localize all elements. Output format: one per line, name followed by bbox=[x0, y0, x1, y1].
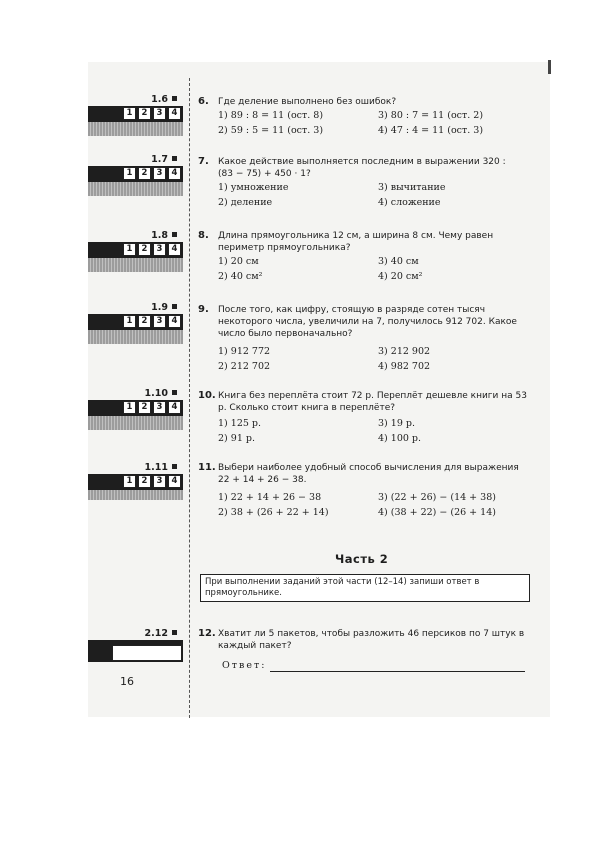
question-text: Где деление выполнено без ошибок? bbox=[218, 97, 397, 107]
choice-box-4[interactable]: 4 bbox=[168, 107, 181, 120]
option: 1) 125 р. bbox=[218, 418, 262, 429]
option: 1) 20 см bbox=[218, 256, 259, 267]
choice-box-2[interactable]: 2 bbox=[138, 315, 151, 328]
cut-line bbox=[189, 78, 190, 718]
choice-box-1[interactable]: 1 bbox=[123, 475, 136, 488]
choice-box-2[interactable]: 2 bbox=[138, 167, 151, 180]
question-10 bbox=[198, 390, 533, 445]
choice-box-3[interactable]: 3 bbox=[153, 315, 166, 328]
answer-block-label: 1.9 bbox=[151, 302, 168, 313]
answer-options bbox=[218, 346, 533, 373]
choice-box-2[interactable]: 2 bbox=[138, 401, 151, 414]
choice-box-1[interactable]: 1 bbox=[123, 315, 136, 328]
choice-box-2[interactable]: 2 bbox=[138, 107, 151, 120]
option: 4) 982 702 bbox=[378, 361, 431, 372]
question-text: Какое действие выполняется последним в выражении 320 : (83 − 75) + 450 · 1? bbox=[218, 157, 506, 179]
answer-label: Ответ: bbox=[222, 660, 267, 671]
question-text: Длина прямоугольника 12 см, а ширина 8 см. Чему равен периметр прямоугольника? bbox=[218, 231, 494, 253]
question-text: Книга без переплёта стоит 72 р. Переплёт дешевле книги на 53 р. Сколько стоит книга в переплёте? bbox=[218, 391, 527, 413]
answer-write-line[interactable] bbox=[270, 671, 525, 672]
question-number: 6. bbox=[198, 96, 209, 107]
option: 4) 20 см² bbox=[378, 271, 423, 282]
choice-box-4[interactable]: 4 bbox=[168, 167, 181, 180]
answer-choice-boxes bbox=[123, 167, 181, 180]
answer-input-box[interactable] bbox=[112, 645, 182, 661]
option: 3) 212 902 bbox=[378, 346, 431, 357]
option: 2) 38 + (26 + 22 + 14) bbox=[218, 507, 329, 518]
choice-box-4[interactable]: 4 bbox=[168, 315, 181, 328]
option: 1) 89 : 8 = 11 (ост. 8) bbox=[218, 110, 324, 121]
question-6 bbox=[198, 96, 533, 137]
choice-box-1[interactable]: 1 bbox=[123, 107, 136, 120]
question-number: 10. bbox=[198, 390, 216, 401]
option: 2) 59 : 5 = 11 (ост. 3) bbox=[218, 125, 324, 136]
answer-choice-boxes bbox=[123, 475, 181, 488]
choice-box-2[interactable]: 2 bbox=[138, 243, 151, 256]
option: 4) сложение bbox=[378, 197, 441, 208]
question-text: Выбери наиболее удобный способ вычисления для выражения 22 + 14 + 26 − 38. bbox=[218, 463, 519, 485]
answer-block-label: 1.10 bbox=[144, 388, 168, 399]
page-number: 16 bbox=[120, 675, 134, 688]
answer-choice-boxes bbox=[123, 243, 181, 256]
question-number: 8. bbox=[198, 230, 209, 241]
choice-box-4[interactable]: 4 bbox=[168, 243, 181, 256]
option: 1) 912 772 bbox=[218, 346, 271, 357]
answer-options bbox=[218, 182, 533, 209]
option: 3) 40 см bbox=[378, 256, 419, 267]
option: 3) (22 + 26) − (14 + 38) bbox=[378, 492, 496, 503]
part-2-title: Часть 2 bbox=[335, 552, 389, 566]
choice-box-1[interactable]: 1 bbox=[123, 167, 136, 180]
answer-block-label: 1.8 bbox=[151, 230, 168, 241]
answer-choice-boxes bbox=[123, 315, 181, 328]
choice-box-2[interactable]: 2 bbox=[138, 475, 151, 488]
option: 4) 47 : 4 = 11 (ост. 3) bbox=[378, 125, 484, 136]
answer-block-label: 2.12 bbox=[144, 628, 168, 639]
question-7 bbox=[198, 156, 533, 209]
answer-choice-boxes bbox=[123, 107, 181, 120]
choice-box-3[interactable]: 3 bbox=[153, 401, 166, 414]
answer-block-label: 1.11 bbox=[144, 462, 168, 473]
choice-box-4[interactable]: 4 bbox=[168, 475, 181, 488]
question-number: 9. bbox=[198, 304, 209, 315]
option: 1) умножение bbox=[218, 182, 289, 193]
choice-box-1[interactable]: 1 bbox=[123, 243, 136, 256]
choice-box-3[interactable]: 3 bbox=[153, 167, 166, 180]
choice-box-1[interactable]: 1 bbox=[123, 401, 136, 414]
option: 2) 212 702 bbox=[218, 361, 271, 372]
answer-options bbox=[218, 110, 533, 137]
question-12 bbox=[198, 628, 533, 652]
option: 4) (38 + 22) − (26 + 14) bbox=[378, 507, 496, 518]
answer-options bbox=[218, 256, 533, 283]
question-number: 7. bbox=[198, 156, 209, 167]
option: 3) 19 р. bbox=[378, 418, 415, 429]
question-9 bbox=[198, 304, 533, 373]
page-edge-mark bbox=[548, 60, 551, 74]
option: 4) 100 р. bbox=[378, 433, 422, 444]
option: 3) вычитание bbox=[378, 182, 446, 193]
question-text: Хватит ли 5 пакетов, чтобы разложить 46 персиков по 7 штук в каждый пакет? bbox=[218, 629, 525, 651]
option: 2) деление bbox=[218, 197, 273, 208]
answer-block-label: 1.6 bbox=[151, 94, 168, 105]
choice-box-3[interactable]: 3 bbox=[153, 107, 166, 120]
choice-box-3[interactable]: 3 bbox=[153, 475, 166, 488]
answer-options bbox=[218, 492, 533, 519]
question-text: После того, как цифру, стоящую в разряде сотен тысяч некоторого числа, увеличили на 7, получилось 912 702. Какое число было первоначально? bbox=[218, 305, 517, 339]
option: 2) 40 см² bbox=[218, 271, 263, 282]
question-11 bbox=[198, 462, 533, 519]
instruction-note: При выполнении заданий этой части (12–14) запиши ответ в прямоугольнике. bbox=[200, 574, 530, 602]
question-number: 11. bbox=[198, 462, 216, 473]
option: 1) 22 + 14 + 26 − 38 bbox=[218, 492, 322, 503]
choice-box-4[interactable]: 4 bbox=[168, 401, 181, 414]
choice-box-3[interactable]: 3 bbox=[153, 243, 166, 256]
question-8 bbox=[198, 230, 533, 283]
answer-choice-boxes bbox=[123, 401, 181, 414]
answer-block-label: 1.7 bbox=[151, 154, 168, 165]
question-number: 12. bbox=[198, 628, 216, 639]
option: 3) 80 : 7 = 11 (ост. 2) bbox=[378, 110, 484, 121]
answer-options bbox=[218, 418, 533, 445]
option: 2) 91 р. bbox=[218, 433, 255, 444]
